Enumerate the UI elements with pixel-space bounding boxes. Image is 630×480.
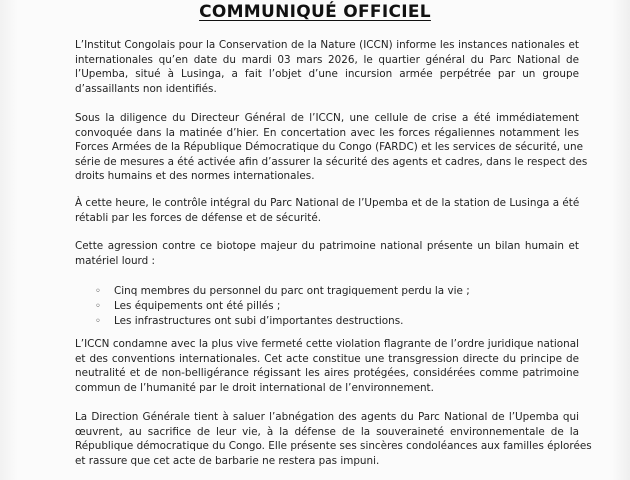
paragraph-line: et rassure que cet acte de barbarie ne restera pas impuni. bbox=[75, 454, 380, 467]
paragraph-tribute bbox=[75, 410, 592, 468]
paragraph-line: œuvrent, au sacrifice de leur vie, à la défense de la souveraineté environnementale de la bbox=[75, 425, 579, 438]
paragraph-line: L’Institut Congolais pour la Conservation de la Nature (ICCN) informe les instances nationales et bbox=[75, 39, 579, 51]
paragraph-line: internationales qu’en date du mardi 03 mars 2026, le quartier général du Parc National de bbox=[75, 53, 579, 66]
list-item-text: Les équipements ont été pillés ; bbox=[114, 300, 281, 313]
bullet-circle-icon: ◦ bbox=[95, 301, 101, 313]
page-edge-shadow-left bbox=[0, 0, 18, 480]
paragraph-assessment bbox=[75, 239, 579, 268]
list-item-text: Les infrastructures ont subi d’importantes destructions. bbox=[114, 315, 404, 328]
paragraph-line: et des conventions internationales. Cet acte constitue une transgression directe du principe de bbox=[75, 352, 579, 365]
paragraph-line: République démocratique du Congo. Elle présente ses sincères condoléances aux familles éplorées bbox=[75, 440, 592, 453]
paragraph-line: La Direction Générale tient à saluer l’abnégation des agents du Parc National de l’Upemba qui bbox=[75, 411, 579, 423]
paragraph-line: d’assaillants non identifiés. bbox=[75, 82, 217, 95]
paragraph-line: Sous la diligence du Directeur Général de l’ICCN, une cellule de crise a été immédiatement bbox=[75, 112, 579, 124]
bullet-circle-icon: ◦ bbox=[95, 286, 101, 297]
paragraph-line: neutralité et de non-belligérance régissant les aires protégées, considérées comme patrimoine bbox=[75, 367, 579, 380]
damage-list bbox=[95, 284, 470, 330]
paragraph-control-restored bbox=[75, 196, 579, 225]
paragraph-line: l’Upemba, situé à Lusinga, a fait l’objet d’une incursion armée perpétrée par un groupe bbox=[75, 68, 579, 81]
paragraph-line: série de mesures a été activée afin d’assurer la sécurité des agents et cadres, dans le respect des bbox=[75, 155, 588, 168]
list-item bbox=[95, 314, 470, 329]
paragraph-crisis-cell bbox=[75, 111, 588, 184]
list-item bbox=[95, 284, 470, 299]
paragraph-line: Cette agression contre ce biotope majeur du patrimoine national présente un bilan humain et bbox=[75, 240, 579, 252]
paragraph-line: Forces Armées de la République Démocratique du Congo (FARDC) et les services de sécurité, une bbox=[75, 141, 583, 154]
bullet-circle-icon: ◦ bbox=[95, 316, 101, 328]
paragraph-line: commun de l’humanité par le droit international de l’environnement. bbox=[75, 381, 434, 394]
paragraph-line: L’ICCN condamne avec la plus vive fermeté cette violation flagrante de l’ordre juridique national bbox=[75, 338, 579, 350]
list-item bbox=[95, 299, 470, 314]
paragraph-line: À cette heure, le contrôle intégral du Parc National de l’Upemba et de la station de Lusinga a été bbox=[75, 197, 580, 209]
list-item-text: Cinq membres du personnel du parc ont tragiquement perdu la vie ; bbox=[114, 285, 470, 297]
paragraph-line: convoquée dans la matinée d’hier. En concertation avec les forces régaliennes notamment les bbox=[75, 126, 579, 139]
document-title: COMMUNIQUÉ OFFICIEL bbox=[199, 2, 431, 22]
paragraph-line: rétabli par les forces de défense et de sécurité. bbox=[75, 211, 322, 224]
paragraph-condemnation bbox=[75, 337, 579, 395]
paragraph-line: droits humains et des normes internationales. bbox=[75, 170, 315, 183]
paragraph-line: matériel lourd : bbox=[75, 254, 156, 267]
paragraph-incursion bbox=[75, 38, 579, 96]
page-edge-shadow-right bbox=[612, 0, 630, 480]
